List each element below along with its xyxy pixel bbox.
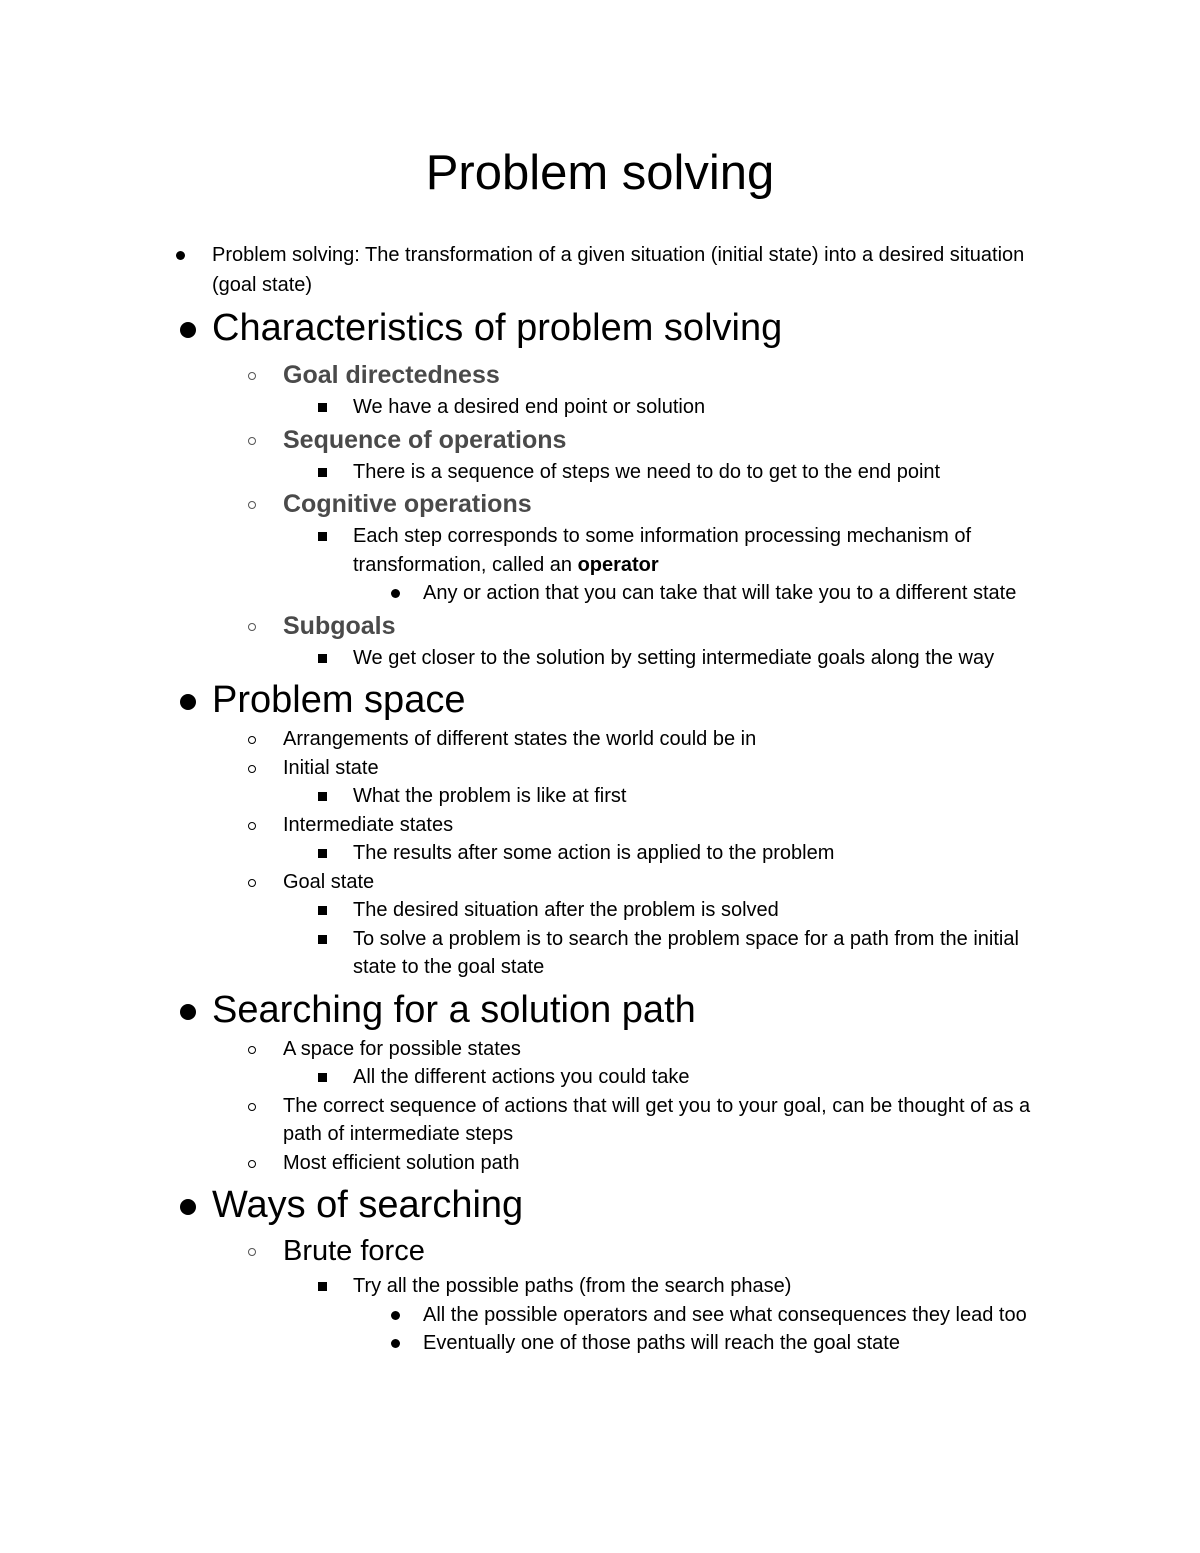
list-item: The results after some action is applied to the problem — [0, 839, 1053, 868]
list-item: We have a desired end point or solution — [0, 393, 1053, 422]
list-item: All the different actions you could take — [0, 1063, 1053, 1092]
bullet-circle-icon — [248, 372, 256, 380]
bullet-square-icon — [318, 1073, 327, 1082]
bullet-circle-icon — [248, 623, 256, 631]
list-item: Most efficient solution path — [0, 1149, 1043, 1178]
bullet-circle-icon — [248, 1103, 256, 1111]
subheading: Cognitive operations — [0, 486, 1043, 522]
list-item: Each step corresponds to some information processing mechanism of transformation, called an operator — [0, 522, 1053, 579]
section-heading: Characteristics of problem solving — [0, 303, 1200, 353]
list-item: A space for possible states — [0, 1035, 1043, 1064]
bullet-circle-icon — [248, 822, 256, 830]
list-item: There is a sequence of steps we need to do to get to the end point — [0, 458, 1053, 487]
bullet-circle-icon — [248, 437, 256, 445]
bullet-disc-icon — [180, 1004, 196, 1020]
bullet-disc-icon — [391, 1311, 400, 1320]
subheading: Subgoals — [0, 608, 1043, 644]
list-item: Goal state — [0, 868, 1043, 897]
list-item: The desired situation after the problem is solved — [0, 896, 1053, 925]
bullet-circle-icon — [248, 1046, 256, 1054]
bullet-disc-icon — [391, 1339, 400, 1348]
list-item: Any or action that you can take that will take you to a different state — [0, 579, 1048, 608]
notes-body — [0, 240, 1200, 1358]
bullet-square-icon — [318, 792, 327, 801]
bullet-square-icon — [318, 935, 327, 944]
bullet-circle-icon — [248, 501, 256, 509]
bullet-disc-icon — [391, 589, 400, 598]
list-item: The correct sequence of actions that will get you to your goal, can be thought of as a path of intermediate steps — [0, 1092, 1043, 1149]
list-item — [0, 240, 1032, 300]
term-operator: operator — [577, 553, 659, 576]
section-heading: Problem space — [0, 675, 1200, 725]
bullet-circle-icon — [248, 879, 256, 887]
subheading: Sequence of operations — [0, 422, 1043, 458]
bullet-square-icon — [318, 403, 327, 412]
bullet-disc-icon — [180, 1199, 196, 1215]
list-item: Eventually one of those paths will reach the goal state — [0, 1329, 1048, 1358]
page-title: Problem solving — [425, 146, 775, 200]
list-item: To solve a problem is to search the problem space for a path from the initial state to the goal state — [0, 925, 1053, 982]
bullet-square-icon — [318, 468, 327, 477]
bullet-disc-icon — [180, 322, 196, 338]
list-item: Arrangements of different states the world could be in — [0, 725, 1043, 754]
bullet-square-icon — [318, 1282, 327, 1291]
list-item: We get closer to the solution by setting intermediate goals along the way — [0, 644, 1053, 673]
subheading: Goal directedness — [0, 357, 1043, 393]
bullet-circle-icon — [248, 736, 256, 744]
section-heading: Searching for a solution path — [0, 985, 1200, 1035]
subheading: Brute force — [0, 1230, 1043, 1272]
bullet-square-icon — [318, 849, 327, 858]
bullet-square-icon — [318, 532, 327, 541]
bullet-square-icon — [318, 906, 327, 915]
bullet-square-icon — [318, 654, 327, 663]
list-item: All the possible operators and see what consequences they lead too — [0, 1301, 1048, 1330]
bullet-circle-icon — [248, 1248, 256, 1256]
list-item: Try all the possible paths (from the search phase) — [0, 1272, 1053, 1301]
section-heading: Ways of searching — [0, 1180, 1200, 1230]
intro-text: Problem solving: The transformation of a given situation (initial state) into a desired situation (goal state) — [212, 244, 1025, 296]
list-item: Intermediate states — [0, 811, 1043, 840]
list-item: Initial state — [0, 754, 1043, 783]
bullet-circle-icon — [248, 1160, 256, 1168]
bullet-disc-icon — [180, 694, 196, 710]
bullet-circle-icon — [248, 765, 256, 773]
list-item: What the problem is like at first — [0, 782, 1053, 811]
bullet-disc-icon — [176, 251, 185, 260]
